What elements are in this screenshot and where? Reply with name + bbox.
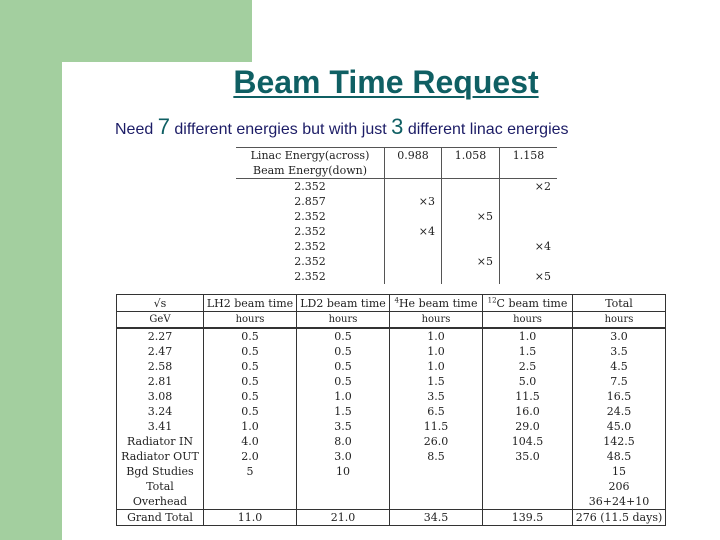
table-cell: 206 bbox=[573, 479, 666, 494]
table-row bbox=[117, 328, 666, 344]
linac-header-row bbox=[236, 148, 557, 164]
table-cell bbox=[483, 464, 573, 479]
table-cell: 45.0 bbox=[573, 419, 666, 434]
multiplier-cell bbox=[500, 254, 558, 269]
table-cell bbox=[483, 479, 573, 494]
table-cell: 4.5 bbox=[573, 359, 666, 374]
beam-energy-cell: 2.352 bbox=[236, 179, 385, 195]
table-cell: Total bbox=[117, 479, 204, 494]
multiplier-cell bbox=[385, 269, 442, 284]
multiplier-cell bbox=[442, 239, 500, 254]
table-cell: 3.41 bbox=[117, 419, 204, 434]
he-header: $^4$He beam time bbox=[390, 295, 483, 312]
table-row bbox=[117, 510, 666, 526]
table-cell bbox=[390, 479, 483, 494]
multiplier-cell bbox=[500, 209, 558, 224]
table-cell: Overhead bbox=[117, 494, 204, 510]
table-cell: 1.0 bbox=[204, 419, 297, 434]
beam-energy-label: Beam Energy(down) bbox=[236, 163, 385, 179]
table-cell: 0.5 bbox=[204, 389, 297, 404]
beam-energy-cell: 2.352 bbox=[236, 269, 385, 284]
lh2-header: LH2 beam time bbox=[204, 295, 297, 312]
multiplier-cell: ×5 bbox=[534, 270, 551, 283]
table-cell: 0.5 bbox=[204, 359, 297, 374]
table-cell: 0.5 bbox=[204, 344, 297, 359]
table-cell: 1.0 bbox=[483, 328, 573, 344]
table-cell: 1.0 bbox=[390, 344, 483, 359]
table-cell: 0.5 bbox=[297, 359, 390, 374]
table-cell: 1.0 bbox=[390, 328, 483, 344]
beam-energy-cell: 2.352 bbox=[236, 239, 385, 254]
table-cell bbox=[204, 479, 297, 494]
table-cell: 7.5 bbox=[573, 374, 666, 389]
linac-row bbox=[236, 254, 557, 269]
table-cell: 104.5 bbox=[483, 434, 573, 449]
table-row bbox=[117, 404, 666, 419]
table-cell: 1.0 bbox=[390, 359, 483, 374]
table-cell: 1.0 bbox=[297, 389, 390, 404]
table-cell: 2.47 bbox=[117, 344, 204, 359]
table-cell: 6.5 bbox=[390, 404, 483, 419]
ld2-header: LD2 beam time bbox=[297, 295, 390, 312]
table-cell: 2.58 bbox=[117, 359, 204, 374]
c-header: $^{12}$C beam time bbox=[483, 295, 573, 312]
table-row bbox=[117, 464, 666, 479]
multiplier-cell bbox=[442, 179, 500, 195]
table-cell bbox=[390, 464, 483, 479]
beam-energy-cell: 2.352 bbox=[236, 254, 385, 269]
multiplier-cell: ×5 bbox=[442, 254, 500, 269]
table-cell: 10 bbox=[297, 464, 390, 479]
table-cell: 0.5 bbox=[297, 344, 390, 359]
table-row bbox=[117, 479, 666, 494]
table-cell: 16.0 bbox=[483, 404, 573, 419]
table-cell: 276 (11.5 days) bbox=[573, 510, 666, 526]
table-cell: 5 bbox=[204, 464, 297, 479]
table-row bbox=[117, 359, 666, 374]
table-cell: 11.5 bbox=[390, 419, 483, 434]
table-row bbox=[117, 449, 666, 464]
multiplier-cell bbox=[500, 224, 558, 239]
linac-header-row-2 bbox=[236, 163, 557, 179]
table-cell: 11.0 bbox=[204, 510, 297, 526]
multiplier-cell bbox=[385, 209, 442, 224]
table-cell: 3.5 bbox=[390, 389, 483, 404]
table-cell: 15 bbox=[573, 464, 666, 479]
table-cell: 16.5 bbox=[573, 389, 666, 404]
table-cell: 2.0 bbox=[204, 449, 297, 464]
table-cell: 1.5 bbox=[297, 404, 390, 419]
linac-energy-table bbox=[236, 147, 557, 284]
table-cell: 29.0 bbox=[483, 419, 573, 434]
multiplier-cell: ×4 bbox=[534, 240, 551, 253]
total-header: Total bbox=[573, 295, 666, 312]
table-cell: Bgd Studies bbox=[117, 464, 204, 479]
linac-energy-cell: 1.158 bbox=[500, 148, 558, 164]
table-cell: Radiator OUT bbox=[117, 449, 204, 464]
unit-cell: GeV bbox=[117, 312, 204, 329]
table-cell: 11.5 bbox=[483, 389, 573, 404]
unit-cell: hours bbox=[573, 312, 666, 329]
table-row bbox=[117, 344, 666, 359]
beam-time-table bbox=[116, 294, 666, 526]
table-cell: 24.5 bbox=[573, 404, 666, 419]
multiplier-cell bbox=[442, 224, 500, 239]
table-cell: Radiator IN bbox=[117, 434, 204, 449]
table-cell: 1.5 bbox=[390, 374, 483, 389]
table-cell: 36+24+10 bbox=[573, 494, 666, 510]
slide-title: Beam Time Request bbox=[233, 64, 539, 100]
table-cell: 35.0 bbox=[483, 449, 573, 464]
table-row bbox=[117, 419, 666, 434]
table-cell: 2.81 bbox=[117, 374, 204, 389]
table-cell: 0.5 bbox=[204, 328, 297, 344]
table-cell: 0.5 bbox=[204, 374, 297, 389]
table-cell: 142.5 bbox=[573, 434, 666, 449]
multiplier-cell bbox=[442, 269, 500, 284]
table-cell: 21.0 bbox=[297, 510, 390, 526]
beam-energy-cell: 2.352 bbox=[236, 224, 385, 239]
table-row bbox=[117, 389, 666, 404]
linac-row bbox=[236, 269, 557, 284]
linac-row bbox=[236, 194, 557, 209]
table-cell: 3.5 bbox=[297, 419, 390, 434]
table-cell: 1.5 bbox=[483, 344, 573, 359]
multiplier-cell bbox=[385, 239, 442, 254]
table-cell: 0.5 bbox=[297, 328, 390, 344]
slide-subtitle: Need 7 different energies but with just 3 different linac energies bbox=[115, 114, 569, 139]
multiplier-cell bbox=[500, 194, 558, 209]
unit-cell: hours bbox=[390, 312, 483, 329]
table-cell: 3.24 bbox=[117, 404, 204, 419]
table-cell: 5.0 bbox=[483, 374, 573, 389]
table-cell: 2.5 bbox=[483, 359, 573, 374]
linac-row bbox=[236, 209, 557, 224]
table-cell: 0.5 bbox=[297, 374, 390, 389]
unit-cell: hours bbox=[483, 312, 573, 329]
table-cell bbox=[297, 494, 390, 510]
beam-table-header-row bbox=[117, 295, 666, 312]
table-cell bbox=[390, 494, 483, 510]
table-cell: 3.0 bbox=[573, 328, 666, 344]
linac-energy-cell: 1.058 bbox=[442, 148, 500, 164]
table-cell: 26.0 bbox=[390, 434, 483, 449]
table-cell: 3.0 bbox=[297, 449, 390, 464]
table-cell: 8.5 bbox=[390, 449, 483, 464]
multiplier-cell bbox=[385, 254, 442, 269]
table-cell: 34.5 bbox=[390, 510, 483, 526]
multiplier-cell: ×4 bbox=[385, 224, 442, 239]
table-row bbox=[117, 374, 666, 389]
table-cell: 48.5 bbox=[573, 449, 666, 464]
table-cell: 3.08 bbox=[117, 389, 204, 404]
table-row bbox=[117, 494, 666, 510]
linac-energy-cell: 0.988 bbox=[385, 148, 442, 164]
sqrt-s-header: √s bbox=[117, 295, 204, 312]
table-cell: 139.5 bbox=[483, 510, 573, 526]
table-cell: 8.0 bbox=[297, 434, 390, 449]
linac-header-label: Linac Energy(across) bbox=[236, 148, 385, 164]
unit-cell: hours bbox=[297, 312, 390, 329]
table-cell: 0.5 bbox=[204, 404, 297, 419]
table-cell: 3.5 bbox=[573, 344, 666, 359]
table-cell bbox=[204, 494, 297, 510]
linac-row bbox=[236, 239, 557, 254]
unit-cell: hours bbox=[204, 312, 297, 329]
table-cell: 4.0 bbox=[204, 434, 297, 449]
multiplier-cell: ×3 bbox=[385, 194, 442, 209]
beam-table-units-row bbox=[117, 312, 666, 329]
linac-row bbox=[236, 179, 557, 195]
beam-energy-cell: 2.857 bbox=[236, 194, 385, 209]
table-row bbox=[117, 434, 666, 449]
table-cell bbox=[297, 479, 390, 494]
table-cell: Grand Total bbox=[117, 510, 204, 526]
multiplier-cell: ×2 bbox=[534, 180, 551, 193]
beam-energy-cell: 2.352 bbox=[236, 209, 385, 224]
table-cell bbox=[483, 494, 573, 510]
table-cell: 2.27 bbox=[117, 328, 204, 344]
multiplier-cell bbox=[385, 179, 442, 195]
multiplier-cell: ×5 bbox=[442, 209, 500, 224]
linac-row bbox=[236, 224, 557, 239]
multiplier-cell bbox=[442, 194, 500, 209]
